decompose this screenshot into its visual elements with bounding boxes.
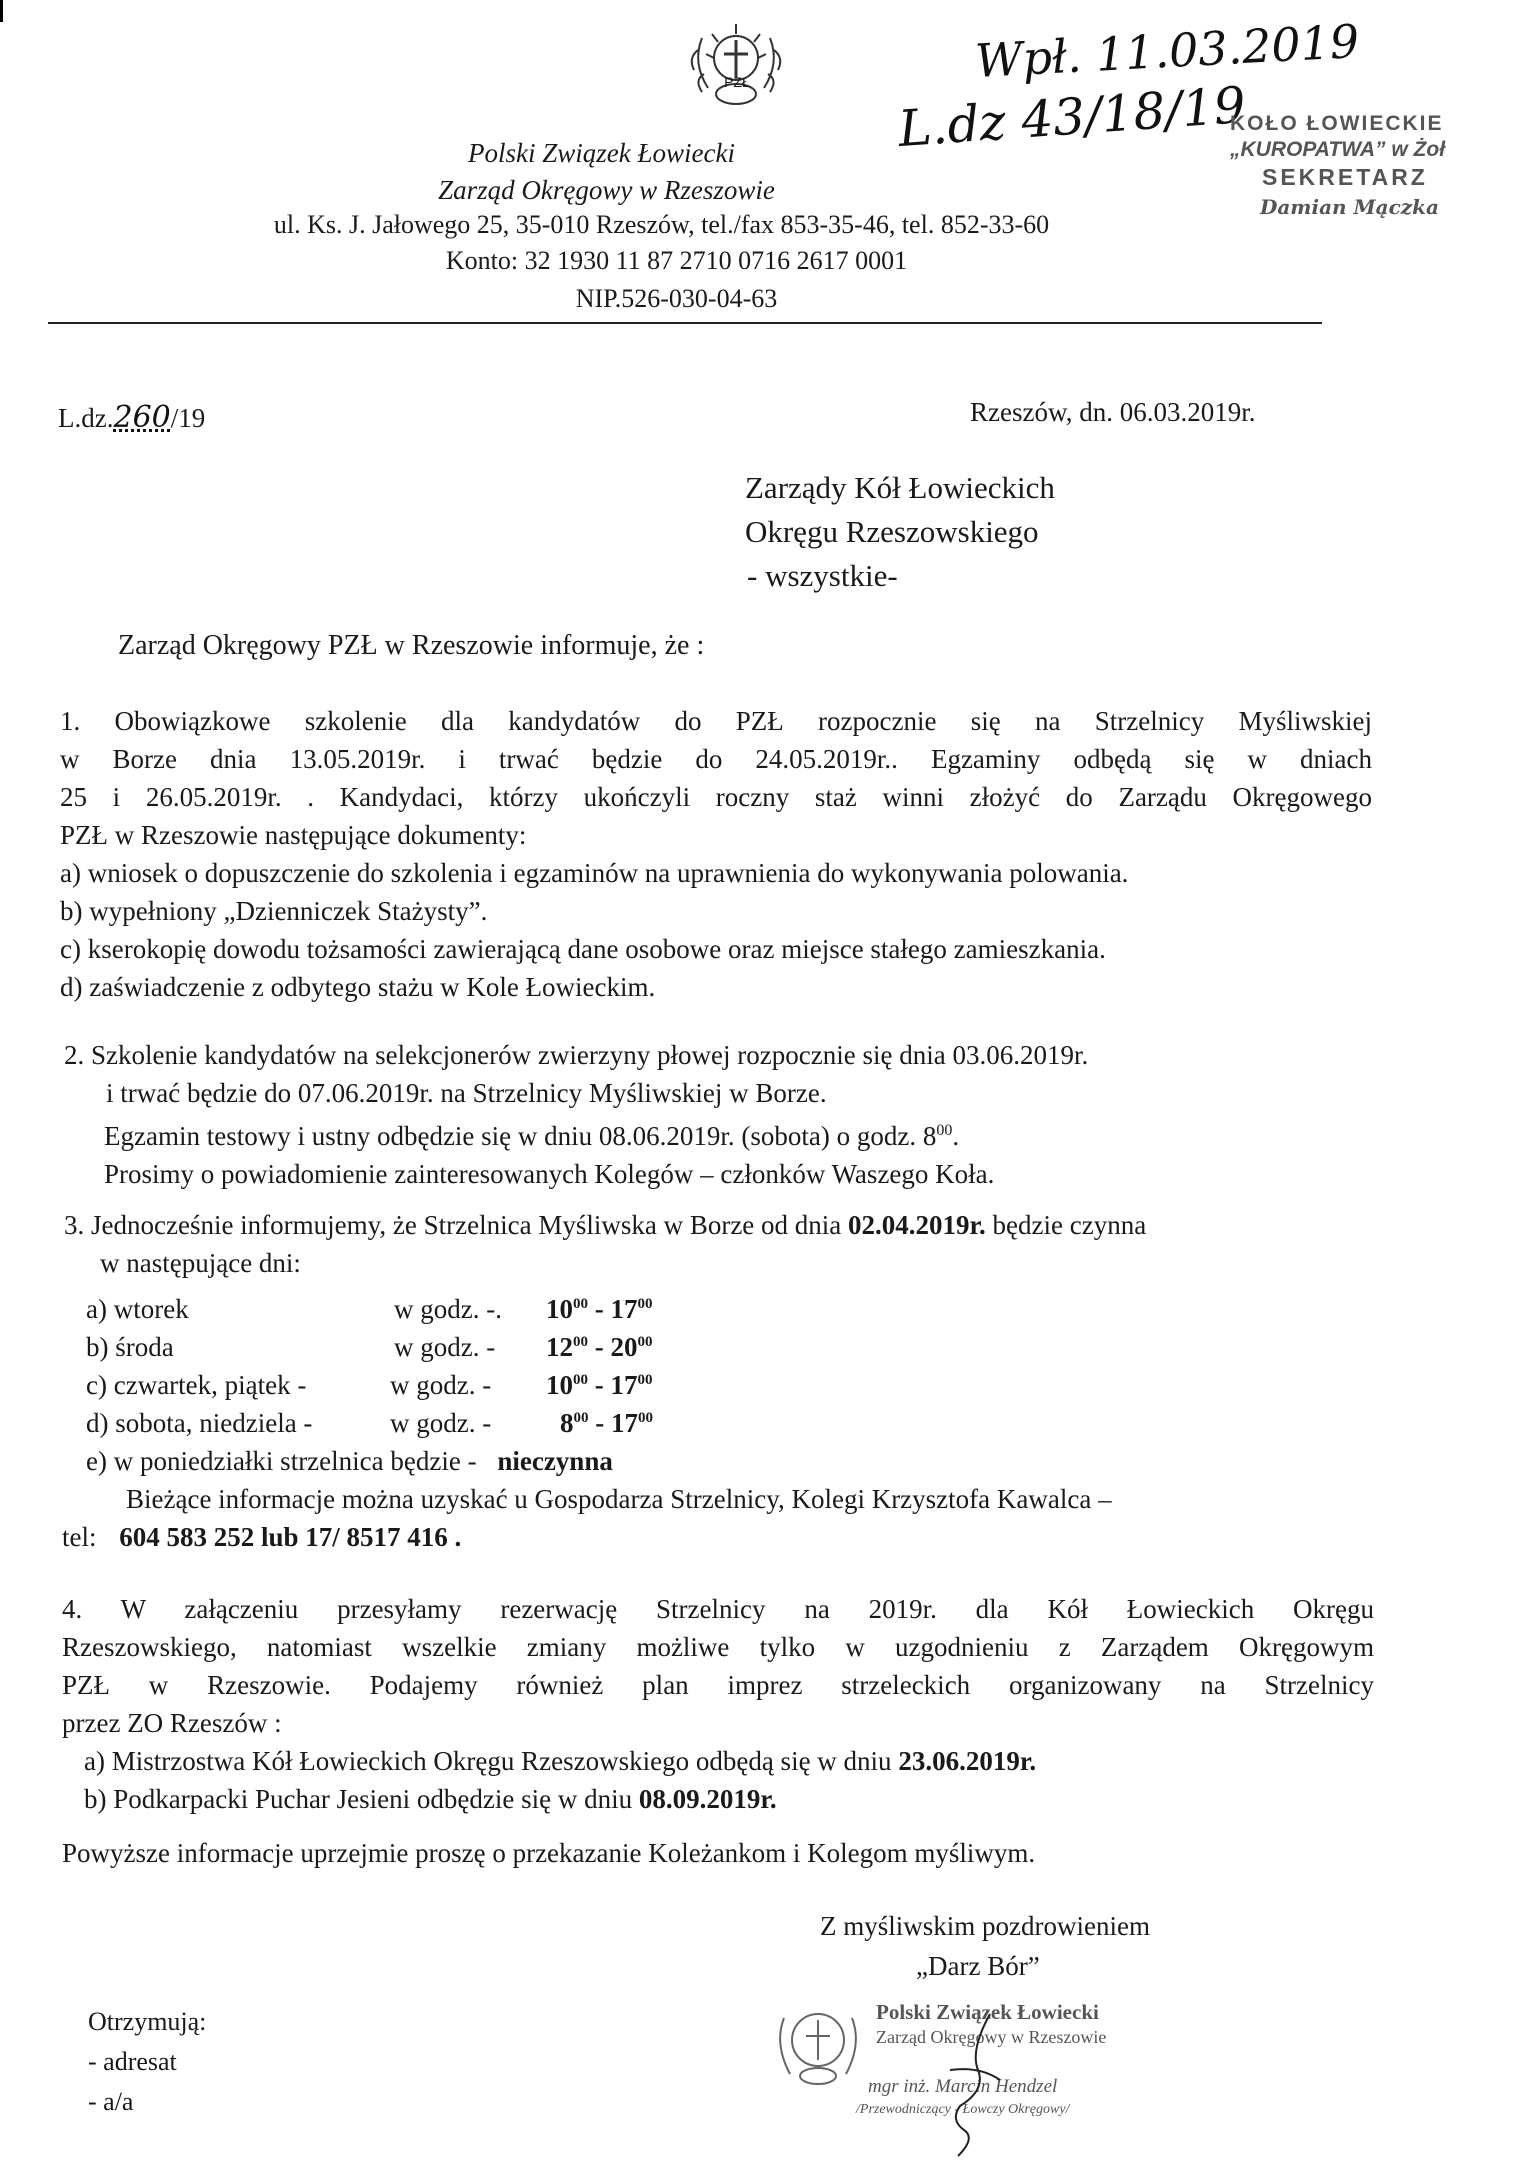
p3-line1 — [64, 1206, 1384, 1244]
paragraph-1 — [60, 702, 1372, 1006]
signature-stamp-role: /Przewodniczący - Łowczy Okręgowy/ — [856, 2102, 1070, 2117]
p4-item-b-date: 08.09.2019r. — [638, 1784, 777, 1814]
hours-day: c) czwartek, piątek - — [86, 1370, 307, 1400]
org-address: ul. Ks. J. Jałowego 25, 35-010 Rzeszów, tel./fax 853-35-46, tel. 852-33-60 — [273, 210, 1050, 239]
p4-item-b-text: b) Podkarpacki Puchar Jesieni odbędzie się w dniu — [84, 1784, 639, 1814]
header-divider — [48, 322, 1322, 324]
p1-line2: w Borze dnia 13.05.2019r. i trwać będzie do 24.05.2019r.. Egzaminy odbędą się w dniach — [60, 744, 1372, 774]
hours-at: w godz. -. — [394, 1294, 502, 1324]
club-stamp-line2: „KUROPATWA” w Żoł — [1230, 138, 1446, 161]
p2-line3-end: . — [952, 1121, 960, 1151]
hours-row-closed — [86, 1446, 613, 1484]
phone-label: tel: — [62, 1522, 97, 1552]
p1-item-c: c) kserokopię dowodu tożsamości zawierającą dane osobowe oraz miejsce stałego zamieszkania. — [60, 934, 1106, 964]
hours-row — [86, 1370, 806, 1408]
hours-range: $10^{00} - 17^{00}$ — [546, 1370, 653, 1400]
hours-day: d) sobota, niedziela - — [86, 1408, 313, 1438]
org-name: Polski Związek Łowiecki — [468, 138, 735, 168]
p3-line1-text: 3. Jednocześnie informujemy, że Strzelnica Myśliwska w Borze od dnia — [64, 1210, 849, 1240]
letter-date: Rzeszów, dn. 06.03.2019r. — [970, 397, 1256, 427]
greeting-line2: „Darz Bór” — [916, 1951, 1040, 1981]
ref-number-handwritten: 260 — [113, 400, 171, 435]
p4-item-a-date: 23.06.2019r. — [898, 1746, 1037, 1776]
hours-range: $10^{00} - 17^{00}$ — [546, 1294, 653, 1324]
hours-range: $8^{00} - 17^{00}$ — [560, 1408, 653, 1438]
p3-line2: w następujące dni: — [100, 1248, 301, 1278]
hours-day: b) środa — [86, 1332, 174, 1362]
p3-info: Bieżące informacje można uzyskać u Gospodarza Strzelnicy, Kolegi Krzysztofa Kawalca – — [126, 1484, 1112, 1514]
org-account: Konto: 32 1930 11 87 2710 0716 2617 0001 — [445, 246, 908, 275]
intro-text: Zarząd Okręgowy PZŁ w Rzeszowie informuje, że : — [118, 630, 705, 661]
p4-item-a-text: a) Mistrzostwa Kół Łowieckich Okręgu Rzeszowskiego odbędą się w dniu — [84, 1746, 899, 1776]
p3-line1-end: będzie czynna — [985, 1210, 1147, 1240]
paragraph-4 — [62, 1590, 1374, 1818]
p1-item-a: a) wniosek o dopuszczenie do szkolenia i egzaminów na uprawnienia do wykonywania polowania. — [60, 858, 1129, 888]
p2-line4: Prosimy o powiadomienie zainteresowanych Kolegów – członków Waszego Koła. — [104, 1159, 995, 1189]
recipient-block — [745, 466, 1055, 598]
signature-stamp-line2: Zarząd Okręgowy w Rzeszowie — [876, 2027, 1107, 2047]
p1-line4: PZŁ w Rzeszowie następujące dokumenty: — [60, 820, 527, 850]
p4-line4: przez ZO Rzeszów : — [62, 1708, 282, 1738]
p4-item-a — [84, 1742, 1374, 1780]
p1-line3: 25 i 26.05.2019r. . Kandydaci, którzy ukończyli roczny staż winni złożyć do Zarządu Okręgowego — [60, 782, 1372, 812]
paragraph-2 — [64, 1036, 1364, 1193]
recipient-line3: - wszystkie- — [747, 558, 898, 593]
ref-suffix: /19 — [170, 403, 206, 433]
handwritten-signature — [930, 2010, 1020, 2160]
club-stamp-line4: Damian Mączka — [1260, 195, 1439, 219]
org-board: Zarząd Okręgowy w Rzeszowie — [438, 175, 775, 205]
closed-label: e) w poniedziałki strzelnica będzie - — [86, 1446, 477, 1476]
club-stamp-line1: KOŁO ŁOWIECKIE — [1230, 112, 1444, 135]
ref-line — [58, 400, 205, 435]
p2-line3 — [104, 1112, 1364, 1155]
scan-edge-mark — [0, 0, 3, 22]
org-nip: NIP.526-030-04-63 — [575, 284, 778, 313]
recipients-title: Otrzymują: — [88, 2007, 207, 2036]
hours-at: w godz. - — [390, 1370, 492, 1400]
p4-line3: PZŁ w Rzeszowie. Podajemy również plan imprez strzeleckich organizowany na Strzelnicy — [62, 1670, 1374, 1700]
greeting-line1: Z myśliwskim pozdrowieniem — [820, 1911, 1150, 1941]
p4-line1: 4. W załączeniu przesyłamy rezerwację Strzelnicy na 2019r. dla Kół Łowieckich Okręgu — [62, 1594, 1374, 1624]
p2-line3-text: Egzamin testowy i ustny odbędzie się w dniu 08.06.2019r. (sobota) o godz. 8 — [104, 1121, 937, 1151]
recipient-line1: Zarządy Kół Łowieckich — [745, 470, 1055, 505]
hours-at: w godz. - — [394, 1332, 496, 1362]
p2-line3-sup: 00 — [936, 1122, 953, 1139]
greeting — [820, 1906, 1150, 1986]
hours-row — [86, 1294, 806, 1332]
p1-line1: 1. Obowiązkowe szkolenie dla kandydatów do PZŁ rozpocznie się na Strzelnicy Myśliwskiej — [60, 706, 1372, 736]
recipient-line2: Okręgu Rzeszowskiego — [745, 514, 1039, 549]
p4-item-b — [84, 1780, 1374, 1818]
club-stamp-line3: SEKRETARZ — [1262, 164, 1428, 190]
p3-open-date: 02.04.2019r. — [848, 1210, 986, 1240]
signature-stamp-name: mgr inż. Marcin Hendzel — [868, 2076, 1058, 2097]
phone-value: 604 583 252 lub 17/ 8517 416 . — [119, 1522, 462, 1552]
p4-line2: Rzeszowskiego, natomiast wszelkie zmiany możliwe tylko w uzgodnieniu z Zarządem Okręgowym — [62, 1632, 1374, 1662]
closing-text: Powyższe informacje uprzejmie proszę o przekazanie Koleżankom i Kolegom myśliwym. — [62, 1838, 1036, 1868]
handwritten-received-date: Wpł. 11.03.2019 — [973, 13, 1361, 89]
handwritten-ref-number: L.dz 43/18/19 — [896, 75, 1248, 159]
recipient-item: - adresat — [88, 2047, 177, 2076]
p1-item-b: b) wypełniony „Dzienniczek Stażysty”. — [60, 896, 488, 926]
p1-item-d: d) zaświadczenie z odbytego stażu w Kole Łowieckim. — [60, 972, 656, 1002]
paragraph-3 — [64, 1206, 1384, 1282]
recipient-item: - a/a — [88, 2087, 134, 2116]
emblem-text: PZŁ — [724, 74, 750, 90]
signature-stamp-line1: Polski Związek Łowiecki — [876, 2000, 1099, 2024]
signature-emblem-icon — [770, 1994, 866, 2090]
hours-day: a) wtorek — [86, 1294, 189, 1324]
hours-at: w godz. - — [390, 1408, 492, 1438]
pzl-emblem-icon — [684, 18, 788, 108]
p2-line2: i trwać będzie do 07.06.2019r. na Strzelnicy Myśliwskiej w Borze. — [106, 1078, 827, 1108]
hours-range: $12^{00} - 20^{00}$ — [546, 1332, 653, 1362]
p2-line1: 2. Szkolenie kandydatów na selekcjonerów zwierzyny płowej rozpocznie się dnia 03.06.2019r. — [64, 1040, 1089, 1070]
ref-prefix: L.dz. — [58, 403, 114, 433]
hours-row — [86, 1408, 806, 1446]
p3-phone — [62, 1522, 461, 1553]
closed-value: nieczynna — [497, 1446, 613, 1476]
hours-row — [86, 1332, 806, 1370]
recipients-list — [88, 2002, 206, 2122]
